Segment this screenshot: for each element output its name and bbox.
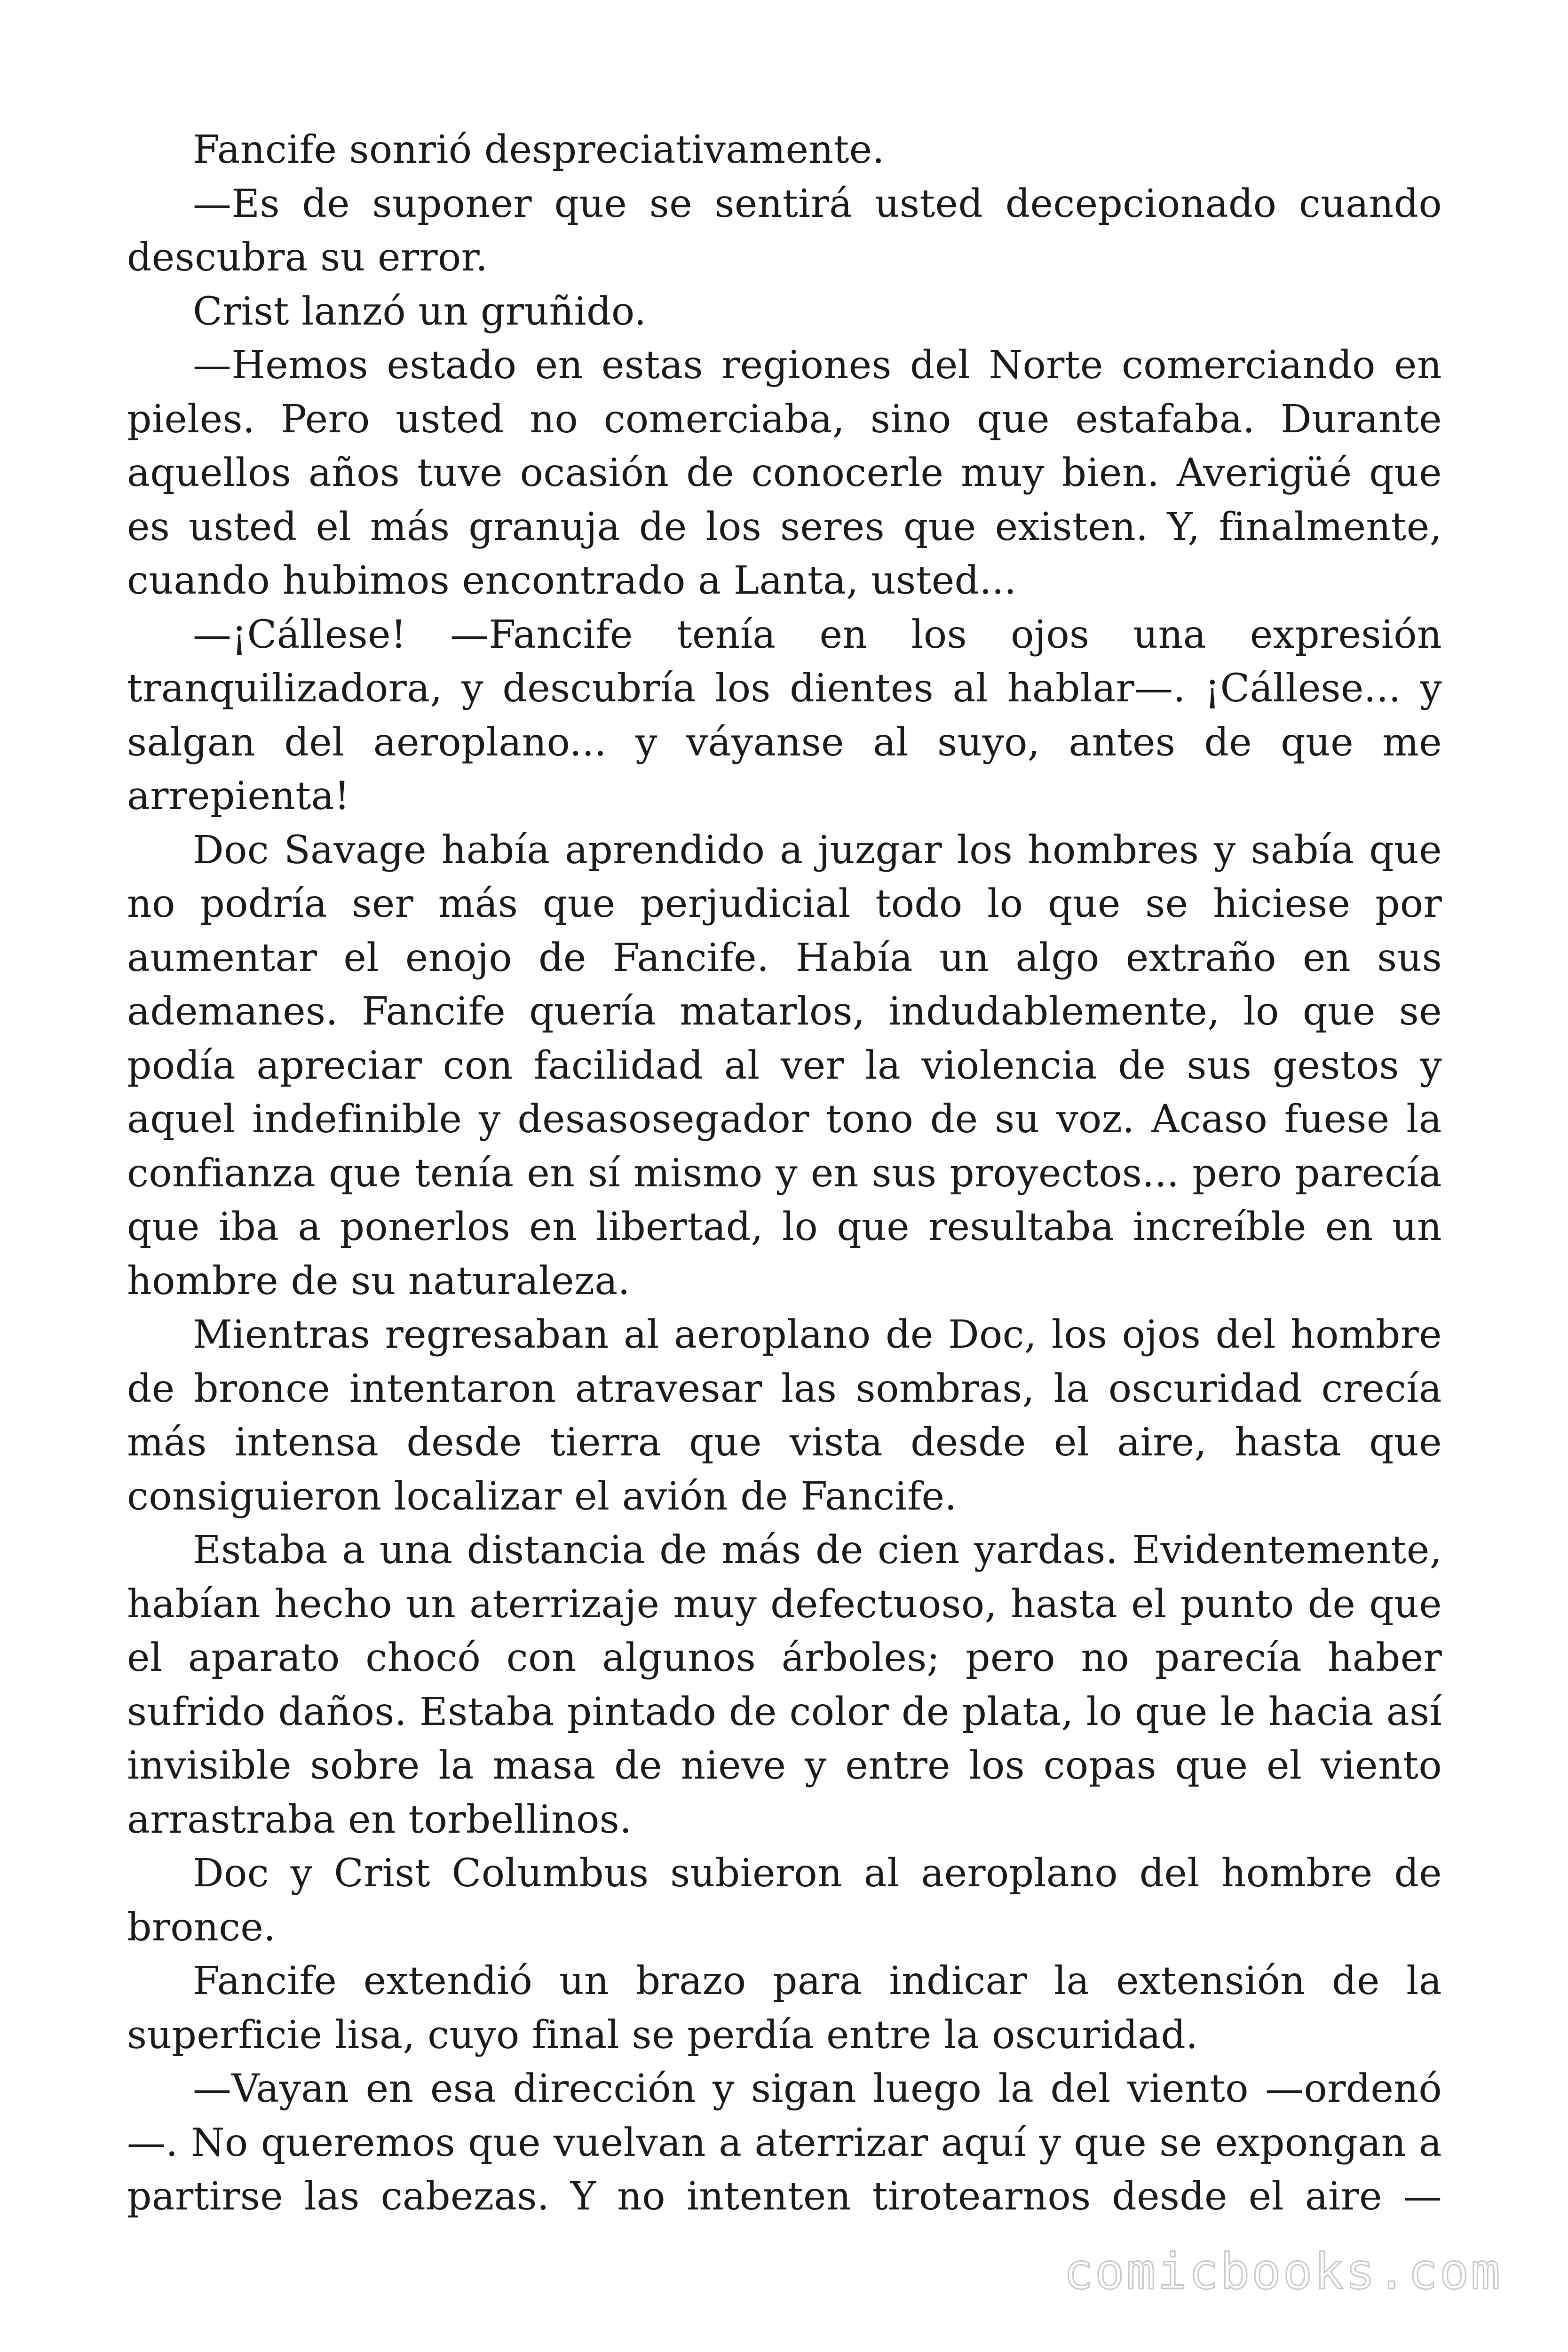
paragraph-4: —Hemos estado en estas regiones del Norte comerciando en pieles. Pero usted no comerciaba, sino que estafaba. Durante aquellos años tuve ocasión de conocerle muy bien. Averigüé que es usted el más granuja de los seres que existen. Y, finalmente, cuando hubimos encontrado a Lanta, usted... [127,343,1442,603]
paragraph-9: Doc y Crist Columbus subieron al aeroplano del hombre de bronce. [127,1851,1442,1950]
paragraph-8: Estaba a una distancia de más de cien yardas. Evidentemente, habían hecho un aterrizaje muy defectuoso, hasta el punto de que el aparato chocó con algunos árboles; pero no parecía haber sufrido daños. Estaba pintado de color de plata, lo que le hacia así invisible sobre la masa de nieve y entre los copas que el viento arrastraba en torbellinos. [127,1528,1442,1842]
paragraph-6: Doc Savage había aprendido a juzgar los hombres y sabía que no podría ser más que perjudicial todo lo que se hiciese por aumentar el enojo de Fancife. Había un algo extraño en sus ademanes. Fancife quería matarlos, indudablemente, lo que se podía apreciar con facilidad al ver la violencia de sus gestos y aquel indefinible y desasosegador tono de su voz. Acaso fuese la confianza que tenía en sí mismo y en sus proyectos... pero parecía que iba a ponerlos en libertad, lo que resultaba increíble en un hombre de su naturaleza. [127,827,1442,1303]
paragraph-2: —Es de suponer que se sentirá usted decepcionado cuando descubra su error. [127,181,1442,280]
paragraph-3: Crist lanzó un gruñido. [193,289,647,334]
paragraph-5: —¡Cállese! —Fancife tenía en los ojos una expresión tranquilizadora, y descubría los dientes al hablar—. ¡Cállese... y salgan del aeroplano... y váyanse al suyo, antes de que me arrepienta! [127,612,1442,818]
paragraph-10: Fancife extendió un brazo para indicar la extensión de la superficie lisa, cuyo final se perdía entre la oscuridad. [127,1959,1442,2058]
page-text [127,123,1442,2224]
paragraph-11: —Vayan en esa dirección y sigan luego la del viento —ordenó—. No queremos que vuelvan a aterrizar aquí y que se expongan a partirse las cabezas. Y no intenten tirotearnos desde el aire — [127,2066,1442,2219]
paragraph-7: Mientras regresaban al aeroplano de Doc, los ojos del hombre de bronce intentaron atravesar las sombras, la oscuridad crecía más intensa desde tierra que vista desde el aire, hasta que consiguieron localizar el avión de Fancife. [127,1312,1442,1519]
paragraph-1: Fancife sonrió despreciativamente. [193,127,885,172]
watermark: comicbooks.com [1063,2243,1502,2300]
